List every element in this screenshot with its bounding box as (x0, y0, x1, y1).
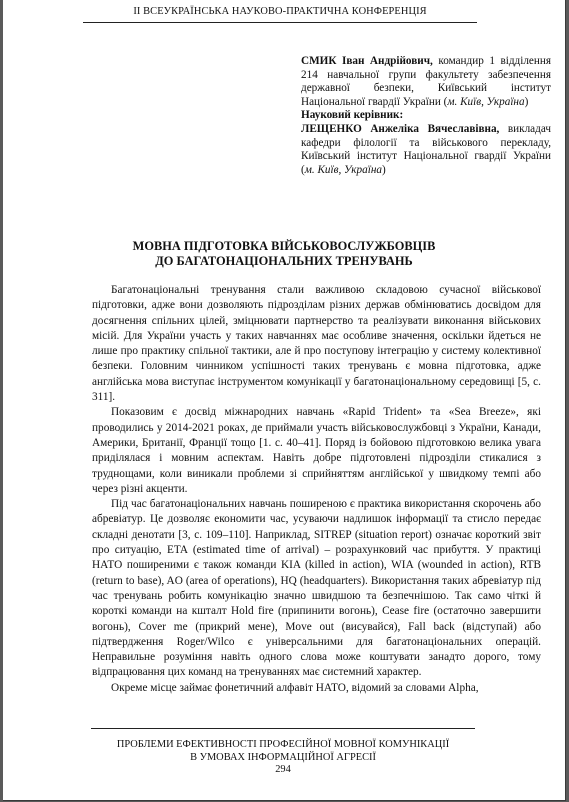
supervisor-close-paren: ) (381, 163, 386, 176)
supervisor-affiliation: викладач кафедри філології та військового перекладу, Київський інститут Національної гвардії України ( (301, 122, 551, 176)
footer-line-1: ПРОБЛЕМИ ЕФЕКТИВНОСТІ ПРОФЕСІЙНОЇ МОВНОЇ КОМУНІКАЦІЇ (116, 739, 450, 750)
supervisor-name: ЛЕЩЕНКО Анжеліка Вячеславівна, (301, 122, 500, 135)
supervisor-location: м. Київ, Україна (304, 163, 382, 176)
paragraph: Окреме місце займає фонетичний алфавіт НАТО, відомий за словами Alpha, (111, 681, 479, 694)
supervisor-label-line (301, 109, 551, 123)
running-footer (91, 728, 475, 777)
article-title (3, 239, 565, 269)
author-info (301, 55, 551, 177)
author-entry (301, 55, 551, 109)
paragraph: Під час багатонаціональних навчань поширеною є практика використання скорочень або абревіатур. Це дозволяє економити час, усуваючи надлишок інформації та стисло передає складні денотати [3, с. 109–110]. Наприклад, SITREP (situation report) означає короткий звіт про ситуацію, ETA (estimated time of arrival) – розрахунковий час прибуття. У практиці НАТО поширеними є також команди KIA (killed in action), WIA (wounded in action), RTB (return to base), AO (area of operations), HQ (headquarters). Використання таких абревіатур під час тренувань робить комунікацію значно швидшою та безпечнішою. Так само чіткі й короткі команди на кшталт Hold fire (припинити вогонь), Cease fire (остаточно завершити вогонь), Cover me (прикрий мене), Move out (висувайся), Fall back (відступай) або підтвердження Roger/Wilco є універсальними для багатонаціональних операцій. Неправильне розуміння навіть одного слова може коштувати занадто дорого, тому відпрацювання цих команд на тренуваннях має системний характер. (92, 498, 541, 679)
author-close-paren: ) (524, 95, 529, 108)
article-body (92, 283, 541, 696)
author-location: м. Київ, Україна (447, 95, 525, 108)
title-line-2: ДО БАГАТОНАЦІОНАЛЬНИХ ТРЕНУВАНЬ (155, 254, 413, 268)
document-page (3, 0, 566, 801)
footer-line-2: В УМОВАХ ІНФОРМАЦІЙНОЇ АГРЕСІЇ (190, 751, 376, 763)
author-name: СМИК Іван Андрійович, (301, 55, 433, 67)
running-header: II ВСЕУКРАЇНСЬКА НАУКОВО-ПРАКТИЧНА КОНФЕРЕНЦІЯ (83, 6, 477, 23)
supervisor-entry (301, 123, 551, 177)
page-number: 294 (275, 764, 291, 776)
paragraph: Багатонаціональні тренування стали важливою складовою сучасної військової підготовки, адже вони дозволяють підрозділам різних держав обмінюватись досвідом для досягнення спільних цілей, зміцнювати партнерство та реалізувати виконання військових місій. Для України участь у таких навчаннях має особливе значення, оскільки йдеться не лише про практику спільної тактики, але й про поступову інтеграцію у систему колективної безпеки. Головним чинником успішності таких тренувань є мовна підготовка, адже англійська мова виступає інструментом комунікації у багатонаціональному середовищі [5, с. 311]. (92, 284, 541, 404)
paragraph: Показовим є досвід міжнародних навчань «Rapid Trident» та «Sea Breeze», які проводились у 2014-2021 роках, де приймали участь військовослужбовці з України, Канади, Америки, Британії, Франції тощо [1. с. 40–41]. Поряд із бойовою підготовкою велика увага приділялася і мовним аспектам. Навіть добре підготовлені підрозділи стикалися з труднощами, коли виникали проблеми зі сприйняттям англійської у швидкому темпі або через різні акценти. (92, 406, 541, 495)
title-line-1: МОВНА ПІДГОТОВКА ВІЙСЬКОВОСЛУЖБОВЦІВ (132, 239, 436, 253)
author-affiliation: командир 1 відділення 214 навчальної групи факультету забезпечення державної безпеки, Київський інститут Національної гвардії України ( (301, 55, 551, 108)
supervisor-label: Науковий керівник: (301, 109, 404, 122)
